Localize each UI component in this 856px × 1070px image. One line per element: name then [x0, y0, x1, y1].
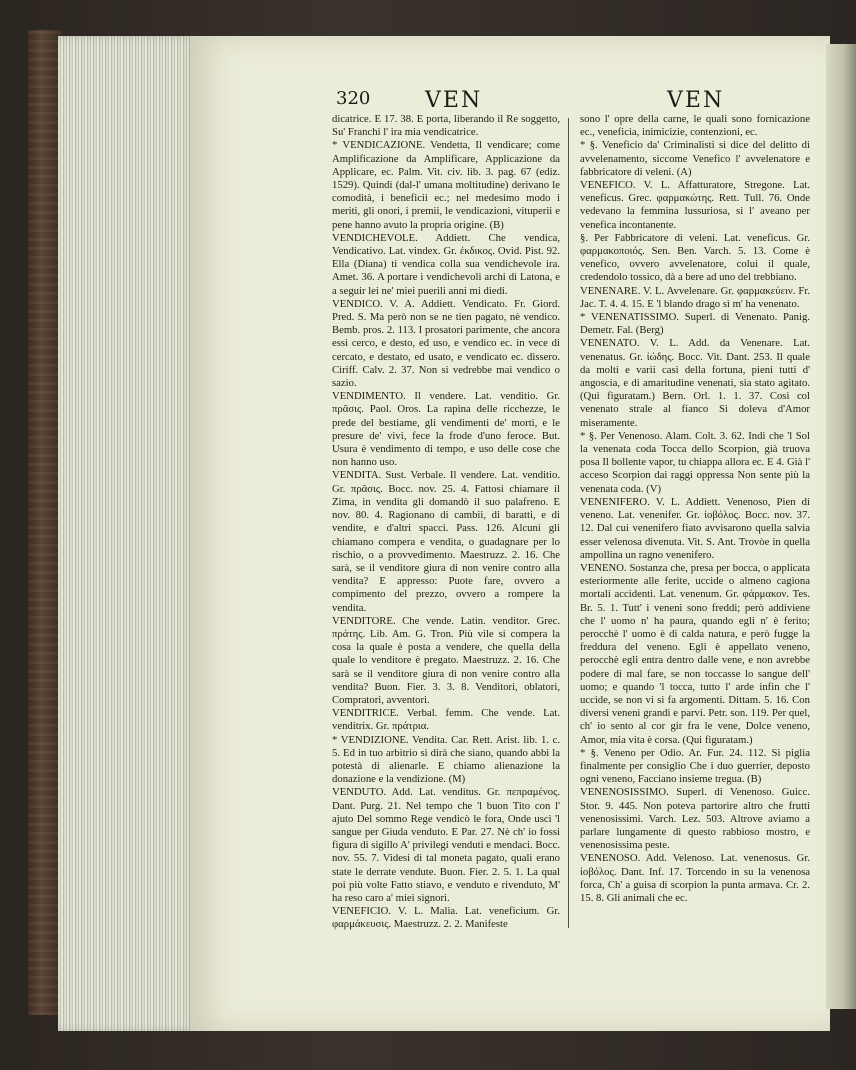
entry: VENDITA. Sust. Verbale. Il vendere. Lat. venditio. Gr. πρᾶσις. Bocc. nov. 25. 4. Fattosi chiamare il Zima, in vendita gli domandò il suo palafreno. E nov. 80. 4. Ragionano di cambii, di baratti, e di vendite, e d'altri spacci. Pass. 126. Alcuni gli chiamano compera e vendita, o guadagnare per lo rischio, o a provvedimento. Maestruzz. 2. 16. Che sarà, se il venditore giura di non venire contro alla vendita? E appresso: Puote fare, ovvero a compimento del prezzo, ovvero a rompere la vendita. — [332, 469, 560, 614]
entry: VENDUTO. Add. Lat. venditus. Gr. πεπραμένος. Dant. Purg. 21. Nel tempo che 'l buon Tito con l' ajuto Del sommo Rege vendicò le fora, Onde uscì 'l sangue per Giuda venduto. E Par. 27. Nè ch' io fossi figura di sigillo A' privilegi venduti e mendaci. Bocc. nov. 55. 7. Videsi di tal moneta pagato, quali erano state le derrate vendute. Buon. Fier. 2. 5. 1. La qual poi più volte Fatto stiavo, e venduto e rivenduto, M' ha reso caro a' miei signori. — [332, 786, 560, 904]
running-head-left: VEN — [425, 88, 483, 113]
entry: VENENATO. V. L. Add. da Venenare. Lat. venenatus. Gr. ἰώδης. Bocc. Vit. Dant. 253. Il quale da molti e varii casi della fortuna, pieni tutti d' angoscia, e di amaritudine venenati, sia stato agitato. (Qui figuratam.) Bern. Orl. 1. 1. 37. Così col venenato strale al fianco Si doleva d'Amor miseramente. — [580, 337, 810, 429]
entry: VENENOSO. Add. Velenoso. Lat. venenosus. Gr. ἰοβόλος. Dant. Inf. 17. Torcendo in su la venenosa forca, Ch' a guisa di scorpion la punta armava. Cr. 2. 15. 8. Gli animali che ec. — [580, 852, 810, 904]
entry: * §. Veneno per Odio. Ar. Fur. 24. 112. Si piglia finalmente per consiglio Che i duo guerrier, deposto ogni veneno, Facciano insieme tregua. (B) — [580, 746, 810, 786]
entry: VENENO. Sostanza che, presa per bocca, o applicata esteriormente alle ferite, uccide o almeno cagiona mortali accidenti. Lat. venenum. Gr. φάρμακον. Tes. Br. 5. 1. Tutt' i veneni sono freddi; però addiviene che l' uomo n' ha paura, quando egli n' è ferito; perocchè l' uomo è di calda natura, e però fugge la freddura del veneno. Egli è appellato veneno, perocchè egli entra dentro dalle vene, e non avrebbe podere di mal fare, se non toccasse lo sangue dell' uomo; e quando 'l tocca, tutto l' arde infin che l' uccide, se non vi si fa argomenti. Dittam. 5. 16. Con diversi veneni grandi e parvi. Petr. son. 119. Per quel, ch' io sento al cor gir fra le vene, Dolce veneno, Amor, mia vita è corsa. (Qui figuratam.) — [580, 561, 810, 746]
running-head-right: VEN — [667, 88, 725, 113]
entry: * VENENATISSIMO. Superl. di Venenato. Panig. Demetr. Fal. (Berg) — [580, 311, 810, 337]
entry: VENDICO. V. A. Addiett. Vendicato. Fr. Giord. Pred. S. Ma però non se ne tien pagato, nè vendico. Bemb. pros. 2. 113. I prosatori parimente, che ancora essi cerco, e desto, ed uso, e vendico ec. in vece di cercato, e destato, ed usato, e vendicato ec. dissero. Ciriff. Calv. 2. 37. Non si vedrebbe mai vendico o sazio. — [332, 297, 560, 390]
entry: VENENOSISSIMO. Superl. di Venenoso. Guicc. Stor. 9. 445. Non poteva partorire altro che frutti venenosissimi. Varch. Lez. 503. Altrove aviamo a parlare lungamente di questo rabbioso mostro, e venenosissima peste. — [580, 786, 810, 852]
page-number: 320 — [336, 88, 371, 109]
entry: * VENDIZIONE. Vendita. Car. Rett. Arist. lib. 1. c. 5. Ed in tuo arbitrio si dirà che siano, quando abbi la potestà di alienarle. E chiamo alienazione la donazione e la vendizione. (M) — [332, 733, 560, 786]
right-column — [580, 113, 810, 905]
entry: * VENDICAZIONE. Vendetta, Il vendicare; come Amplificazione da Amplificare, Applicazione da Applicare, ec. Palm. Vit. civ. lib. 3. pag. 67 (ediz. 1529). Quindi (dal-l' umana moltitudine) derivano le comodità, i beneficii ec.; nel medesimo modo i meriti, gli onori, i premii, le vendicazioni, vituperii e pene hanno avuto la propria origine. (B) — [332, 139, 560, 231]
entry: sono l' opre della carne, le quali sono fornicazione ec., veneficia, inimicizie, contenzioni, ec. — [580, 113, 810, 139]
entry: VENENIFERO. V. L. Addiett. Venenoso, Pien di veneno. Lat. venenifer. Gr. ἰοβόλος. Bocc. nov. 37. 12. Dal cui venenifero fiato avvisarono quella salvia esser velenosa divenuta. Vit. S. Ant. Trovòe in quella ampollina un ragno venenifero. — [580, 495, 810, 561]
right-page-edge — [826, 44, 856, 1009]
page-edges — [58, 36, 198, 1031]
entry: dicatrice. E 17. 38. E porta, liberando il Re soggetto, Su' Franchi l' ira mia vendicatrice. — [332, 113, 560, 139]
entry: VENDICHEVOLE. Addiett. Che vendica, Vendicativo. Lat. vindex. Gr. ἐκδικος. Ovid. Pist. 92. Ella (Diana) ti vendica colla sua vendichevole ira. Amet. 36. A portare i vendichevoli archi di Latona, e a seguir lei ne' miei puerili anni mi diedi. — [332, 231, 560, 297]
entry: §. Per Fabbricatore di veleni. Lat. veneficus. Gr. φαρμακοποιός. Sen. Ben. Varch. 5. 13. Come è venefico, ovvero avvelenatore, colui il quale, credendolo tossico, dà a bere ad uno del trebbiano. — [580, 231, 810, 284]
entry: VENDIMENTO. Il vendere. Lat. venditio. Gr. πρᾶσις. Paol. Oros. La rapina delle ricchezze, le prede del bestiame, gli vendimenti de' morti, e le presure de' vivi, fece la frode d'uno feroce. But. Usura è vendimento di tempo, e uso delle cose che non hanno uso. — [332, 390, 560, 469]
entry: VENDITORE. Che vende. Latin. venditor. Grec. πράτης. Lib. Am. G. Tron. Più vile si compera la cosa la quale è posta a vendere, che quella della quale lo venditore è pregato. Maestruzz. 2. 16. Che sarà se il venditore giura di non venire contro alla vendita? Buon. Fier. 3. 3. 8. Venditori, oblatori, Compratori, avventori. — [332, 614, 560, 706]
left-column — [332, 113, 560, 932]
entry: * §. Per Venenoso. Alam. Colt. 3. 62. Indi che 'l Sol la venenata coda Tocca dello Scorpion, già truova posa Il bollente vapor, tu chiappa allora ec. E 4. Già l' acceso Scorpion dai raggi oppressa Non sente più la venenata coda. (V) — [580, 429, 810, 495]
entry: * §. Veneficio da' Criminalisti si dice del delitto di avvelenamento, siccome Venefico l' avvelenatore e fabbricatore di veleni. (A) — [580, 139, 810, 178]
entry: VENENARE. V. L. Avvelenare. Gr. φαρμακεύειν. Fr. Jac. T. 4. 4. 15. E 'l blando drago sì m' ha venenato. — [580, 284, 810, 310]
entry: VENDITRICE. Verbal. femm. Che vende. Lat. venditrix. Gr. πράτρια. — [332, 707, 560, 733]
column-divider — [568, 118, 569, 928]
entry: VENEFICIO. V. L. Malia. Lat. veneficium. Gr. φαρμάκευσις. Maestruzz. 2. 2. Manifeste — [332, 905, 560, 931]
book-spine — [28, 30, 62, 1015]
entry: VENEFICO. V. L. Affatturatore, Stregone. Lat. veneficus. Grec. φαρμακώτης. Rett. Tull. 76. Onde vedevano la femmina lussuriosa, si l' aveano per venefica incontanente. — [580, 179, 810, 231]
